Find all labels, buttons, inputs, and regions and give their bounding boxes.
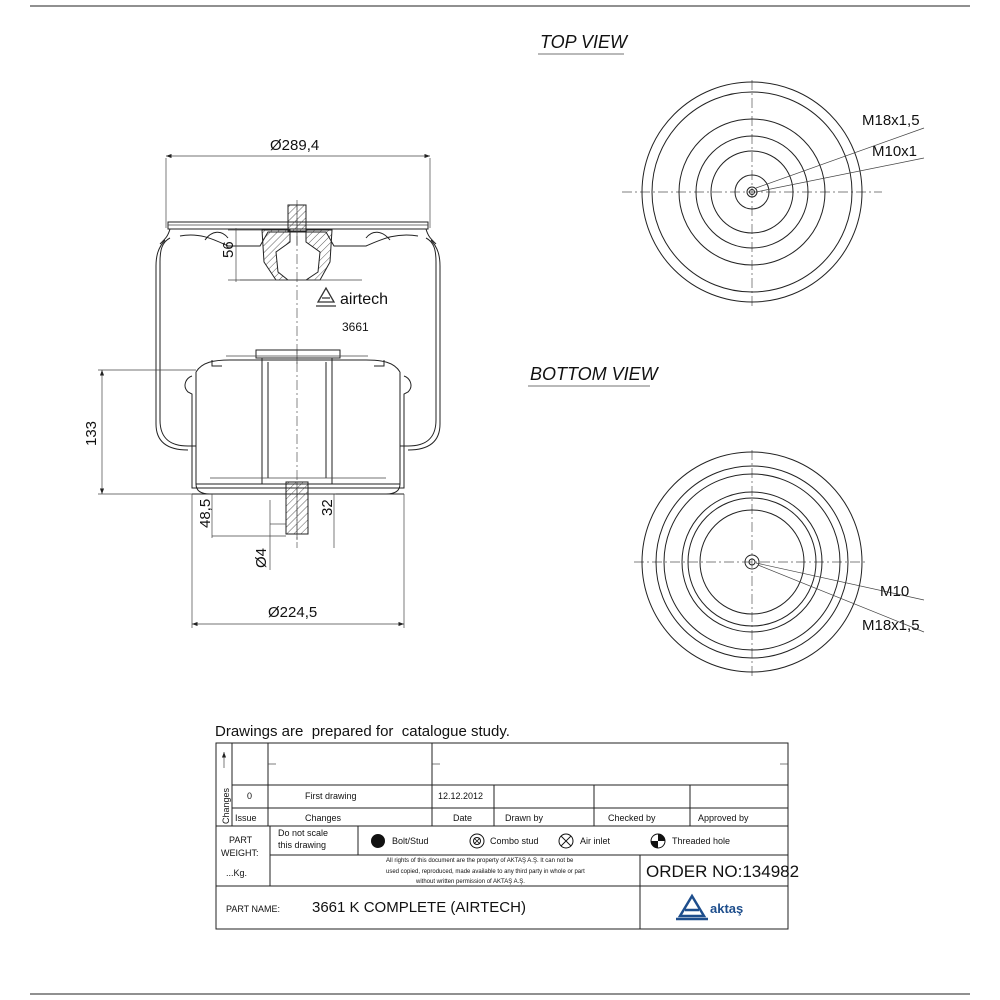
- part-weight-label-1: PART: [229, 835, 253, 845]
- dim-48-5: 48,5: [197, 498, 214, 528]
- top-thread-inner: M10x1: [872, 143, 918, 160]
- header-checked-by: Checked by: [608, 813, 656, 823]
- revision-issue: 0: [247, 791, 253, 801]
- top-view: [538, 32, 924, 306]
- side-view-dimensions: [83, 137, 430, 628]
- airtech-mark: [316, 288, 336, 306]
- scale-note-1: Do not scale: [278, 828, 329, 838]
- company-name: aktaş: [710, 901, 744, 916]
- header-approved-by: Approved by: [698, 813, 749, 823]
- top-view-title: TOP VIEW: [540, 32, 628, 52]
- legend-bolt-stud: Bolt/Stud: [392, 836, 429, 846]
- legend-air-inlet: Air inlet: [580, 836, 611, 846]
- revision-date: 12.12.2012: [438, 791, 484, 801]
- air-inlet-icon: [559, 834, 573, 848]
- legend-threaded-hole: Threaded hole: [672, 836, 731, 846]
- legend-combo-stud: Combo stud: [490, 836, 539, 846]
- revision-change: First drawing: [305, 791, 357, 801]
- header-drawn-by: Drawn by: [505, 813, 544, 823]
- side-section-view: [156, 200, 440, 548]
- header-issue: Issue: [235, 813, 257, 823]
- weight-value: ...Kg.: [226, 868, 248, 878]
- header-date: Date: [453, 813, 473, 823]
- dim-bottom-diameter: Ø224,5: [268, 604, 318, 621]
- copyright-line-3: without written permission of AKTAŞ A.Ş.: [416, 879, 525, 885]
- changes-label: Changes: [221, 787, 231, 824]
- threaded-hole-icon: [651, 834, 665, 848]
- top-thread-outer: M18x1,5: [862, 112, 920, 129]
- dim-top-diameter: Ø289,4: [270, 137, 320, 154]
- dim-133: 133: [83, 420, 100, 446]
- aktas-logo-icon: [676, 896, 708, 919]
- brand-mark: airtech: [340, 291, 389, 308]
- dim-56: 56: [220, 241, 237, 258]
- bottom-thread-inner: M10: [880, 583, 910, 600]
- dim-32: 32: [319, 499, 336, 516]
- order-number: ORDER NO:134982: [646, 862, 800, 881]
- model-mark: 3661: [342, 320, 369, 334]
- scale-note-2: this drawing: [278, 840, 327, 850]
- part-weight-label-2: WEIGHT:: [221, 848, 259, 858]
- copyright-line-2: used copied, reproduced, made available to any third party in whole or part: [386, 869, 585, 875]
- catalogue-note: Drawings are prepared for catalogue study.: [215, 723, 510, 740]
- bolt-stud-icon: [371, 834, 385, 848]
- dim-4: Ø4: [253, 547, 270, 568]
- title-block: [216, 743, 799, 929]
- header-changes: Changes: [305, 813, 342, 823]
- part-name: 3661 K COMPLETE (AIRTECH): [312, 899, 526, 916]
- copyright-line-1: All rights of this document are the property of AKTAŞ A.Ş. It can not be: [386, 858, 574, 864]
- bottom-view: [528, 364, 924, 676]
- bottom-view-title: BOTTOM VIEW: [530, 364, 658, 384]
- bottom-thread-outer: M18x1,5: [862, 617, 920, 634]
- part-name-label: PART NAME:: [226, 904, 281, 914]
- combo-stud-icon: [470, 834, 484, 848]
